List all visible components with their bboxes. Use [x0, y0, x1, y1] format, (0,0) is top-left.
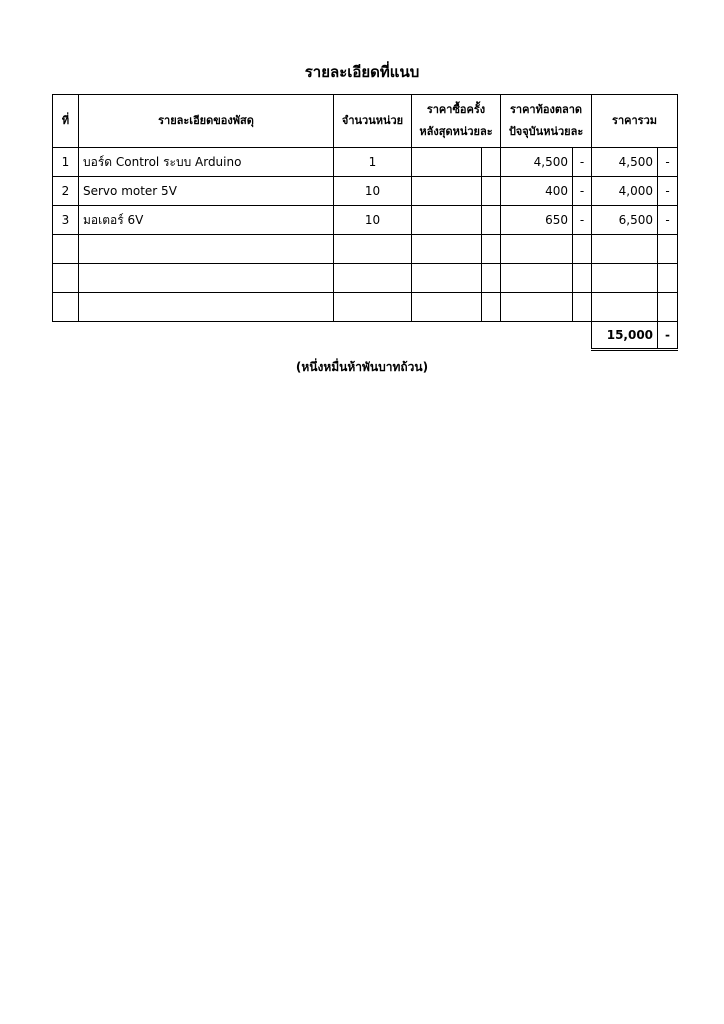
cell-market-price-sub: - — [573, 177, 592, 206]
table-row — [53, 235, 678, 264]
cell-description: Servo moter 5V — [79, 177, 334, 206]
cell-no — [53, 293, 79, 322]
cell-last-price-sub — [482, 206, 501, 235]
cell-last-price-sub — [482, 264, 501, 293]
cell-total: 6,500 — [592, 206, 658, 235]
cell-last-price-sub — [482, 235, 501, 264]
header-description: รายละเอียดของพัสดุ — [79, 95, 334, 148]
amount-in-words: (หนึ่งหมื่นห้าพันบาทถ้วน) — [295, 360, 429, 374]
header-quantity: จำนวนหน่วย — [334, 95, 412, 148]
table-row — [53, 177, 678, 206]
cell-last-price-sub — [482, 148, 501, 177]
cell-no: 1 — [53, 148, 79, 177]
header-market-price-line1: ราคาท้องตลาด — [509, 103, 583, 116]
cell-market-price-sub — [573, 235, 592, 264]
items-table — [52, 94, 678, 351]
cell-quantity: 1 — [334, 148, 412, 177]
cell-no — [53, 235, 79, 264]
cell-total-sub — [658, 235, 678, 264]
cell-market-price-sub: - — [573, 148, 592, 177]
cell-no: 3 — [53, 206, 79, 235]
cell-last-price — [412, 206, 482, 235]
cell-total — [592, 264, 658, 293]
cell-total-sub — [658, 264, 678, 293]
cell-total-sub: - — [658, 177, 678, 206]
header-total: ราคารวม — [592, 95, 678, 148]
cell-total-sub — [658, 293, 678, 322]
cell-last-price — [412, 177, 482, 206]
cell-total-sub: - — [658, 148, 678, 177]
cell-market-price: 4,500 — [501, 148, 573, 177]
header-last-price-line1: ราคาซื้อครั้ง — [426, 103, 486, 116]
table-row — [53, 206, 678, 235]
grand-total-spacer — [53, 322, 592, 350]
document-title: รายละเอียดที่แนบ — [304, 63, 420, 81]
header-last-price-line2: หลังสุดหน่วยละ — [419, 125, 493, 138]
cell-description — [79, 264, 334, 293]
table-row — [53, 264, 678, 293]
cell-quantity: 10 — [334, 206, 412, 235]
cell-description — [79, 235, 334, 264]
cell-market-price: 650 — [501, 206, 573, 235]
cell-total: 4,000 — [592, 177, 658, 206]
cell-market-price — [501, 264, 573, 293]
cell-quantity — [334, 293, 412, 322]
cell-no: 2 — [53, 177, 79, 206]
cell-last-price — [412, 293, 482, 322]
cell-total — [592, 293, 658, 322]
header-market-price — [501, 95, 592, 148]
cell-last-price-sub — [482, 177, 501, 206]
cell-description: บอร์ด Control ระบบ Arduino — [79, 148, 334, 177]
cell-last-price — [412, 148, 482, 177]
cell-description: มอเตอร์ 6V — [79, 206, 334, 235]
cell-total-sub: - — [658, 206, 678, 235]
cell-market-price: 400 — [501, 177, 573, 206]
cell-description — [79, 293, 334, 322]
table-row — [53, 293, 678, 322]
cell-quantity — [334, 235, 412, 264]
header-row — [53, 95, 678, 148]
cell-market-price — [501, 293, 573, 322]
cell-market-price-sub: - — [573, 206, 592, 235]
cell-last-price — [412, 264, 482, 293]
cell-last-price-sub — [482, 293, 501, 322]
grand-total-row — [53, 322, 678, 350]
cell-no — [53, 264, 79, 293]
cell-total: 4,500 — [592, 148, 658, 177]
cell-quantity: 10 — [334, 177, 412, 206]
cell-quantity — [334, 264, 412, 293]
header-market-price-line2: ปัจจุบันหน่วยละ — [508, 125, 584, 138]
table-row — [53, 148, 678, 177]
cell-total — [592, 235, 658, 264]
header-last-price — [412, 95, 501, 148]
cell-market-price-sub — [573, 264, 592, 293]
cell-last-price — [412, 235, 482, 264]
grand-total-value: 15,000 — [592, 322, 658, 350]
grand-total-sub: - — [658, 322, 678, 350]
header-no: ที่ — [53, 95, 79, 148]
cell-market-price-sub — [573, 293, 592, 322]
cell-market-price — [501, 235, 573, 264]
